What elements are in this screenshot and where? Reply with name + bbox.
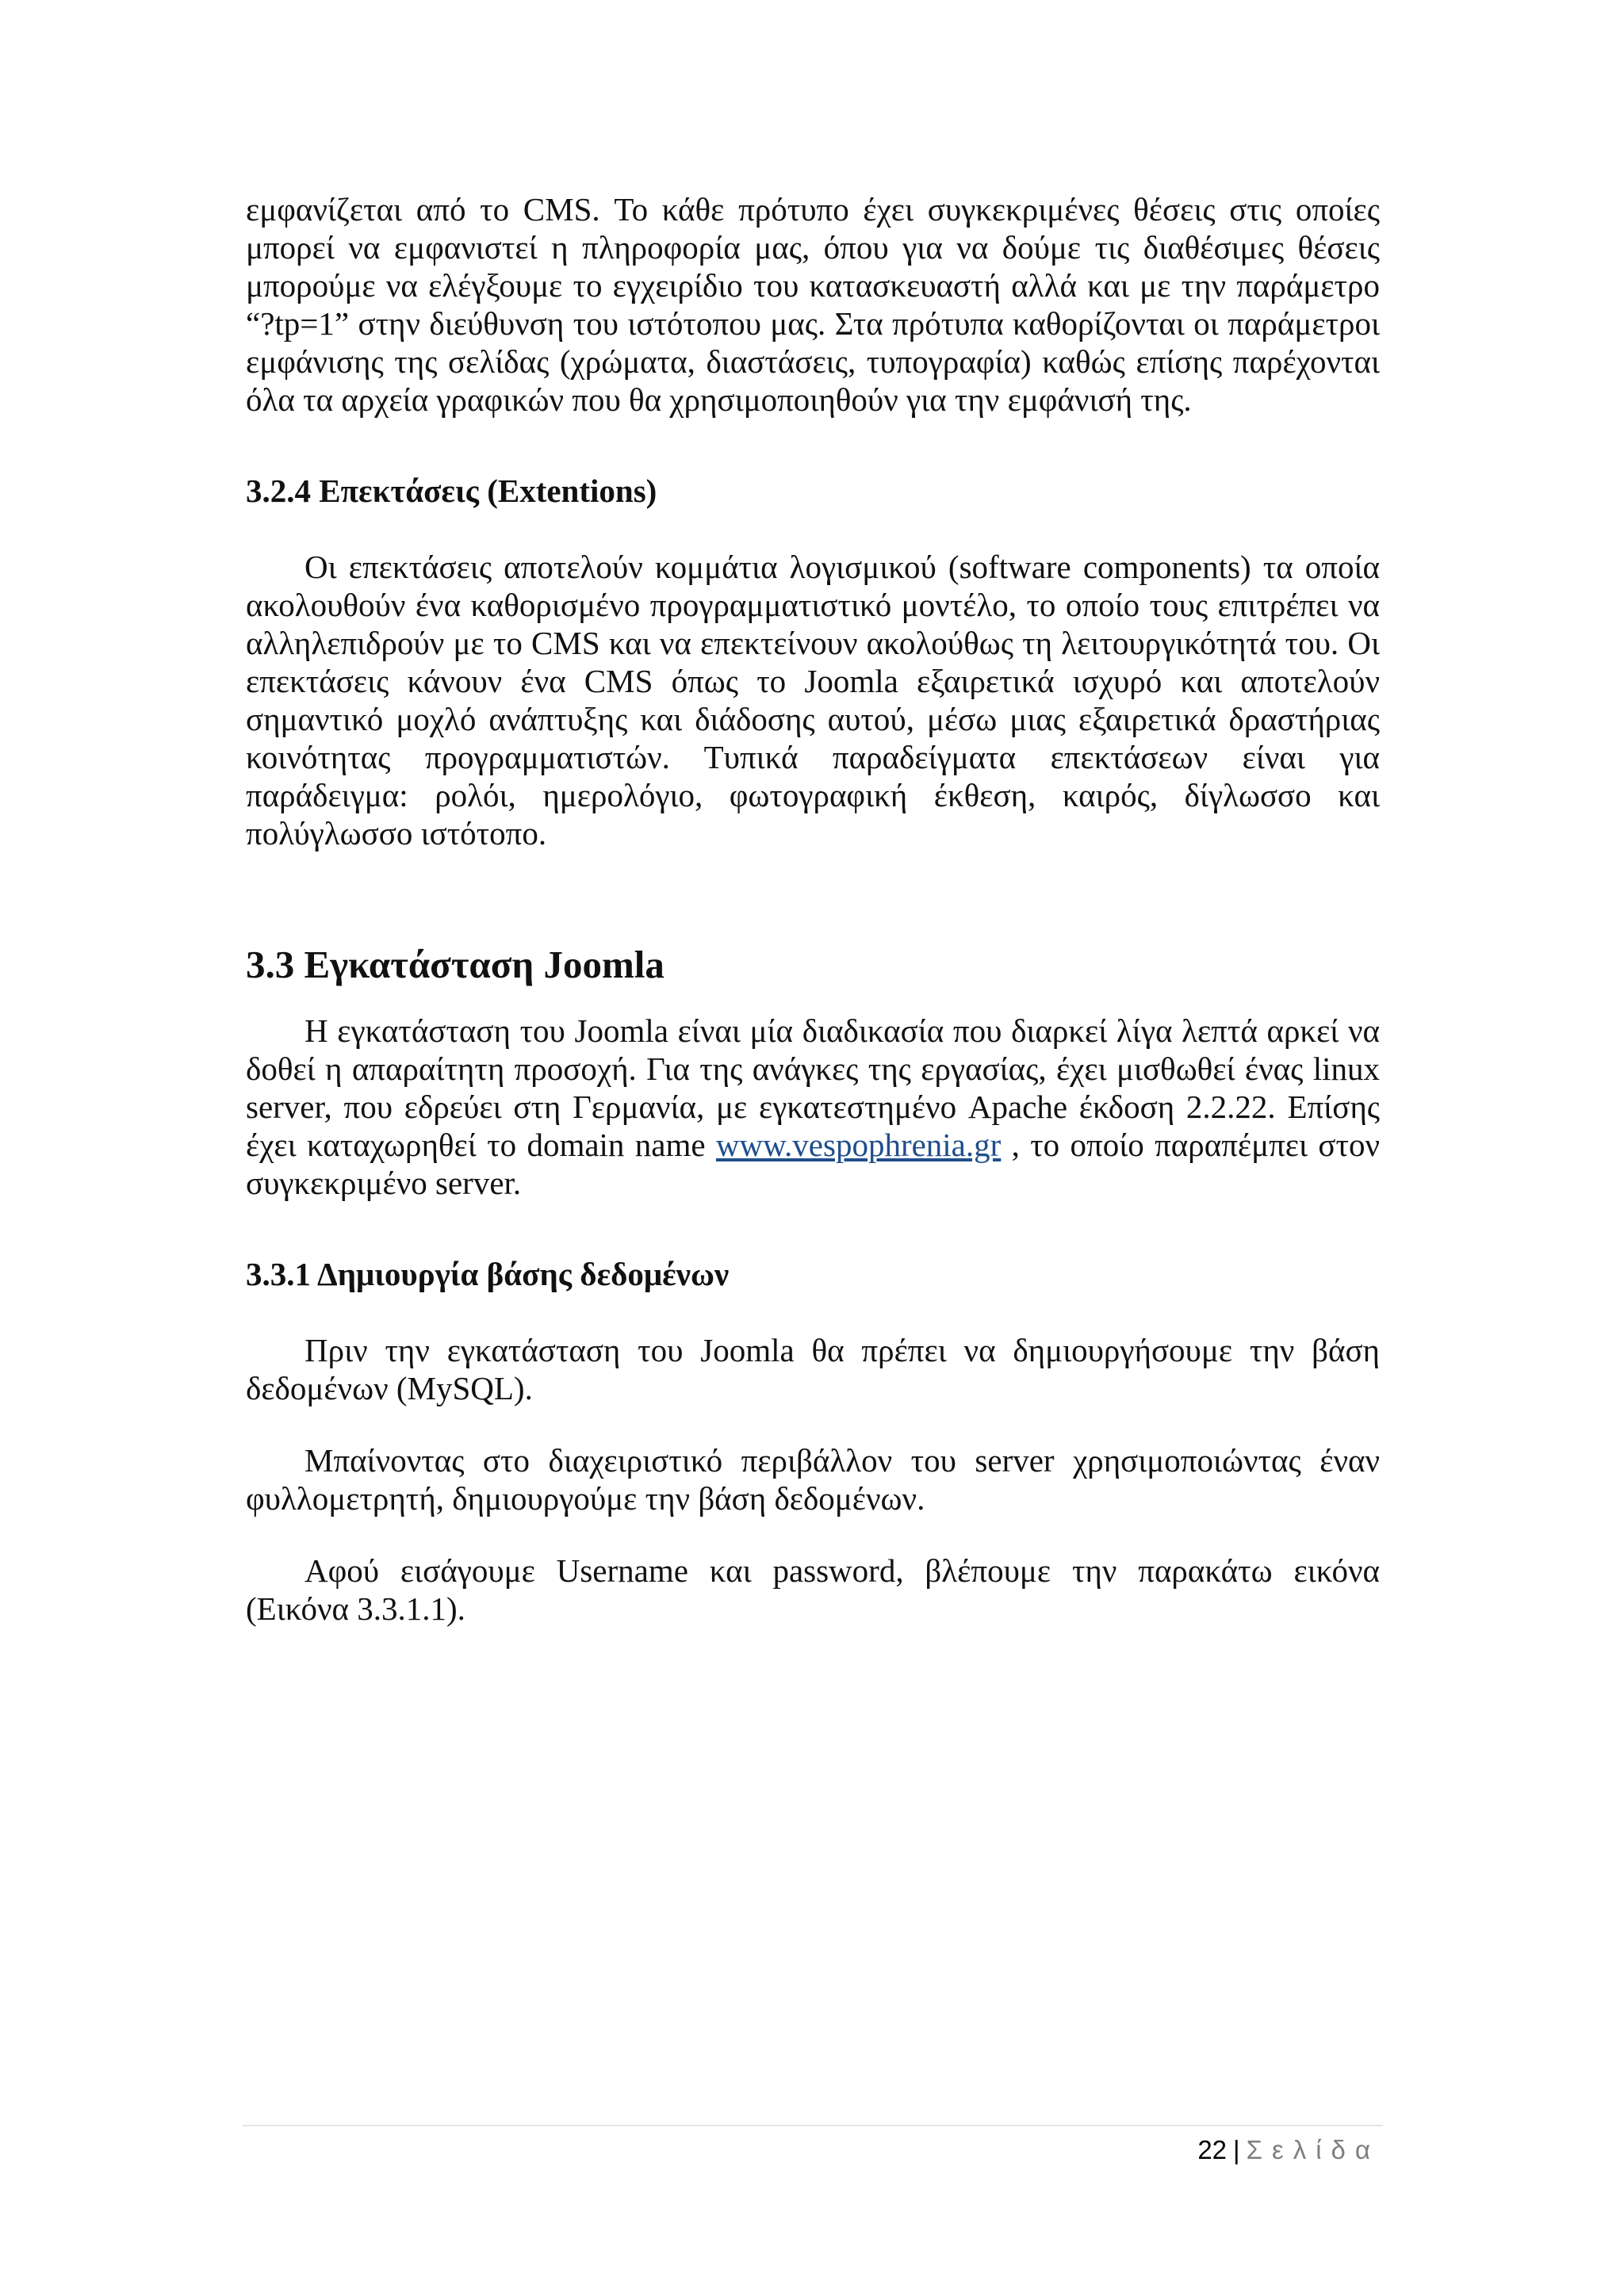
paragraph-templates-continued: εμφανίζεται από το CMS. Το κάθε πρότυπο έχει συγκεκριμένες θέσεις στις οποίες μπορεί να εμφανιστεί η πληροφορία μας, όπου για να δούμε τις διαθέσιμες θέσεις μπορούμε να ελέγξουμε το εγχειρίδιο του κατασκευαστή αλλά και με την παράμετρο “?tp=1” στην διεύθυνση του ιστότοπου μας. Στα πρότυπα καθορίζονται οι παράμετροι εμφάνισης της σελίδας (χρώματα, διαστάσεις, τυπογραφία) καθώς επίσης παρέχονται όλα τα αρχεία γραφικών που θα χρησιμοποιηθούν για την εμφάνισή της.	[246, 191, 1380, 418]
paragraph-extensions: Οι επεκτάσεις αποτελούν κομμάτια λογισμικού (software components) τα οποία ακολουθούν ένα καθορισμένο προγραμματιστικό μοντέλο, το οποίο τους επιτρέπει να αλληλεπιδρούν με το CMS και να επεκτείνουν ακολούθως τη λειτουργικότητά του. Οι επεκτάσεις κάνουν ένα CMS όπως το Joomla εξαιρετικά ισχυρό και αποτελούν σημαντικό μοχλό ανάπτυξης και διάδοσης αυτού, μέσω μιας εξαιρετικά δραστήριας κοινότητας προγραμματιστών. Τυπικά παραδείγματα επεκτάσεων είναι για παράδειγμα: ρολόι, ημερολόγιο, φωτογραφική έκθεση, καιρός, δίγλωσσο και πολύγλωσσο ιστότοπο.	[246, 549, 1380, 851]
section-heading-3-2-4: 3.2.4 Επεκτάσεις (Extentions)	[246, 473, 657, 509]
paragraph-joomla-installation	[246, 1012, 1380, 1202]
page-number: 22	[1197, 2135, 1228, 2164]
footer-divider	[243, 2125, 1383, 2126]
paragraph-admin-environment: Μπαίνοντας στο διαχειριστικό περιβάλλον του server χρησιμοποιώντας έναν φυλλομετρητή, δημιουργούμε την βάση δεδομένων.	[246, 1442, 1380, 1517]
page-label: Σελίδα	[1246, 2135, 1380, 2164]
paragraph-create-database: Πριν την εγκατάσταση του Joomla θα πρέπει να δημιουργήσουμε την βάση δεδομένων (MySQL).	[246, 1332, 1380, 1406]
section-heading-3-3-1: 3.3.1 Δημιουργία βάσης δεδομένων	[246, 1256, 730, 1292]
paragraph-joomla-installation-tail: , το οποίο παραπέμπει στον συγκεκριμένο server.	[246, 1127, 1380, 1201]
paragraph-joomla-installation-text: Η εγκατάσταση του Joomla είναι μία διαδικασία που διαρκεί λίγα λεπτά αρκεί να δοθεί η απαραίτητη προσοχή. Για της ανάγκες της εργασίας, έχει μισθωθεί ένας linux server, που εδρεύει στη Γερμανία, με εγκατεστημένο Apache έκδοση 2.2.22. Επίσης έχει καταχωρηθεί το domain name	[246, 1012, 1380, 1163]
domain-link[interactable]: www.vespophrenia.gr	[715, 1127, 1002, 1163]
footer-separator: |	[1233, 2135, 1240, 2164]
page-footer	[1197, 2134, 1380, 2166]
page-content	[246, 190, 1380, 1628]
paragraph-login: Αφού εισάγουμε Username και password, βλέπουμε την παρακάτω εικόνα (Εικόνα 3.3.1.1).	[246, 1552, 1380, 1627]
section-heading-3-3: 3.3 Εγκατάσταση Joomla	[246, 943, 665, 986]
